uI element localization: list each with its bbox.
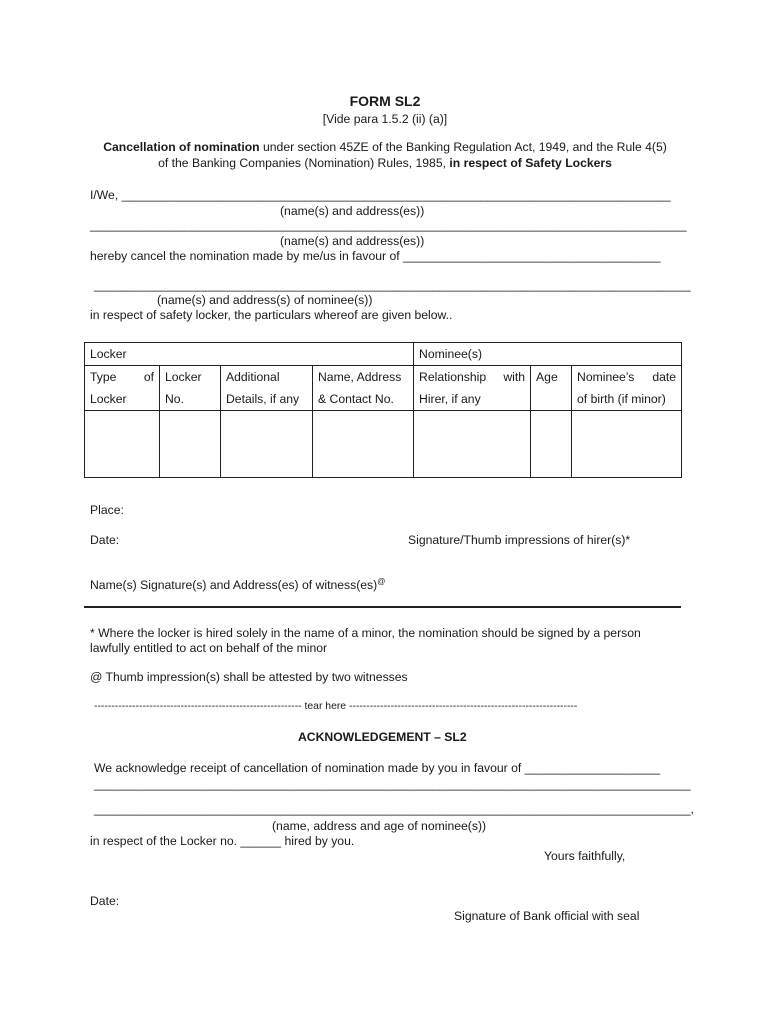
col-no-b: No.: [165, 392, 184, 406]
ack-nominee-label: (name, address and age of nominee(s)): [272, 819, 487, 833]
col-type: [85, 366, 160, 411]
cell-locker-no[interactable]: [160, 411, 221, 478]
intro-line-2: [0, 156, 770, 170]
note-minor-2: lawfully entitled to act on behalf of the minor: [90, 641, 328, 655]
table-group-row: [85, 343, 682, 366]
col-name-a: Name, Address: [318, 370, 402, 384]
intro-text-2: of the Banking Companies (Nomination) Rules, 1985,: [158, 156, 450, 170]
hirer-signature-label: Signature/Thumb impressions of hirer(s)*: [408, 533, 631, 547]
col-add-b: Details, if any: [226, 392, 300, 406]
note-minor-1: * Where the locker is hired solely in the name of a minor, the nomination should be signed by a person: [90, 626, 641, 640]
intro-line-1: [0, 140, 770, 154]
names-label-1: (name(s) and address(es)): [280, 204, 425, 218]
cell-age[interactable]: [531, 411, 572, 478]
col-no-a: Locker: [165, 370, 202, 384]
cell-dob[interactable]: [572, 411, 682, 478]
col-name-b: & Contact No.: [318, 392, 394, 406]
hereby-line: hereby cancel the nomination made by me/us in favour of ______________________________________: [90, 249, 661, 263]
locker-table: [84, 342, 682, 478]
col-relationship: [414, 366, 531, 411]
blank-line-1: ________________________________________________________________________________________: [90, 218, 687, 232]
col-name-address: [313, 366, 414, 411]
cell-relationship[interactable]: [414, 411, 531, 478]
form-subtitle: [Vide para 1.5.2 (ii) (a)]: [322, 112, 448, 126]
intro-bold-2: in respect of Safety Lockers: [449, 156, 612, 170]
col-type-b: of: [143, 370, 154, 384]
group-locker: Locker: [85, 343, 414, 366]
col-rel-a: Relationship: [419, 370, 487, 384]
blank-line-2: ________________________________________________________________________________________: [94, 278, 691, 292]
col-additional: [221, 366, 313, 411]
table-header-row: [85, 366, 682, 411]
yours-faithfully: Yours faithfully,: [544, 849, 626, 863]
witness-line: [90, 577, 385, 592]
witness-label: Name(s) Signature(s) and Address(es) of witness(es): [90, 578, 378, 593]
col-type-a: Type: [90, 370, 117, 384]
ack-locker-line: in respect of the Locker no. ______ hired by you.: [90, 834, 355, 848]
witness-superscript: @: [377, 577, 386, 586]
ack-title: ACKNOWLEDGEMENT – SL2: [298, 730, 467, 744]
note-thumb: @ Thumb impression(s) shall be attested by two witnesses: [90, 670, 408, 684]
iwe-line: I/We, _________________________________________________________________________________: [90, 188, 671, 202]
ack-line-1: We acknowledge receipt of cancellation of nomination made by you in favour of ____________________: [94, 761, 661, 775]
col-dob-b: date: [652, 370, 677, 384]
col-dob-c: of birth (if minor): [577, 392, 666, 406]
date-label: Date:: [90, 533, 120, 547]
col-rel-b: with: [503, 370, 526, 384]
table-row: [85, 411, 682, 478]
col-dob: [572, 366, 682, 411]
cell-name-address[interactable]: [313, 411, 414, 478]
ack-line-2: ________________________________________________________________________________________: [94, 777, 691, 791]
place-label: Place:: [90, 503, 124, 517]
intro-bold-1: Cancellation of nomination: [103, 140, 260, 154]
respect-line: in respect of safety locker, the particulars whereof are given below..: [90, 308, 453, 322]
ack-date-label: Date:: [90, 894, 120, 908]
names-label-2: (name(s) and address(es)): [280, 234, 425, 248]
divider-rule: [84, 606, 681, 608]
nominee-label: (name(s) and address(s) of nominee(s)): [157, 293, 373, 307]
col-add-a: Additional: [226, 370, 280, 384]
col-age: Age: [531, 366, 572, 411]
tear-here-line: ------------------------------------------------------------ tear here ------------------------------------------------------------------: [94, 701, 578, 712]
form-title: FORM SL2: [349, 93, 421, 109]
col-rel-c: Hirer, if any: [419, 392, 481, 406]
ack-line-3: ________________________________________________________________________________________,: [94, 802, 694, 816]
group-nominee: Nominee(s): [414, 343, 682, 366]
bank-signature-label: Signature of Bank official with seal: [454, 909, 640, 923]
cell-type[interactable]: [85, 411, 160, 478]
cell-additional[interactable]: [221, 411, 313, 478]
col-dob-a: Nominee’s: [577, 370, 635, 384]
col-type-c: Locker: [90, 392, 127, 406]
intro-text-1: under section 45ZE of the Banking Regulation Act, 1949, and the Rule 4(5): [259, 140, 667, 154]
col-locker-no: [160, 366, 221, 411]
